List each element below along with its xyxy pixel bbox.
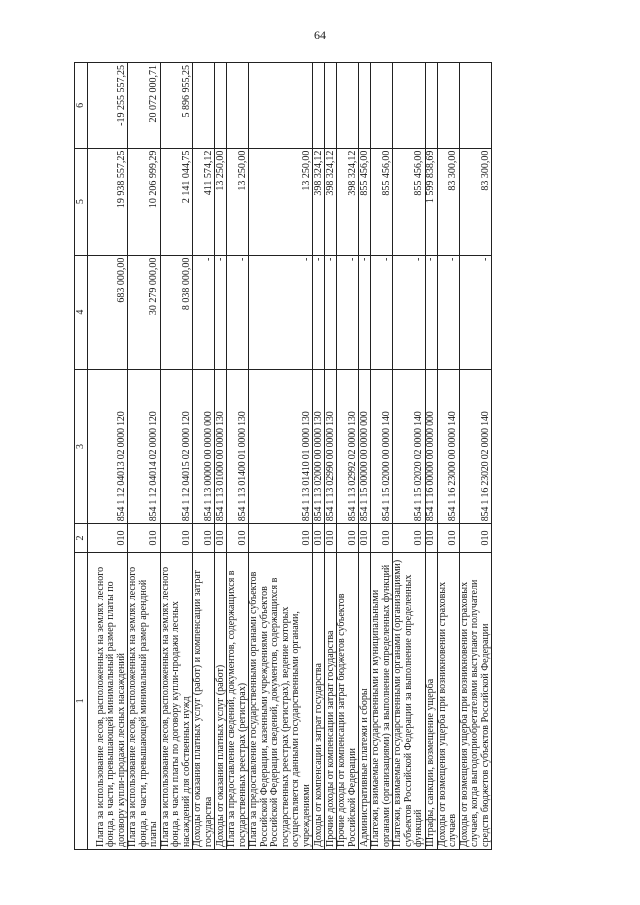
- cell-code: 854 1 16 00000 00 0000 000: [425, 369, 437, 524]
- cell-c4: -: [437, 255, 459, 369]
- revenue-table: [74, 62, 492, 850]
- cell-line: 010: [227, 524, 249, 553]
- cell-c5: 411 574,12: [193, 148, 215, 255]
- cell-c4: -: [359, 255, 371, 369]
- col-header-2: 2: [75, 524, 88, 553]
- cell-c4: -: [337, 255, 359, 369]
- cell-line: 010: [325, 524, 337, 553]
- cell-c6: [371, 63, 393, 149]
- cell-name: Платежи, взимаемые государственными органами (организациями) субъектов Российской Федерации за выполнение определенных функций: [393, 552, 426, 849]
- cell-code: 854 1 13 00000 00 0000 000: [193, 369, 215, 524]
- cell-c6: 20 072 000,71: [128, 63, 161, 149]
- cell-name: Платежи, взимаемые государственными и муниципальными органами (организациями) за выполнение определенных функций: [371, 552, 393, 849]
- table-row: [313, 63, 325, 850]
- cell-c5: 19 938 557,25: [88, 148, 128, 255]
- col-header-1: 1: [75, 552, 88, 849]
- cell-line: 010: [313, 524, 325, 553]
- cell-c4: -: [325, 255, 337, 369]
- cell-c5: 855 456,00: [371, 148, 393, 255]
- cell-code: 854 1 16 23000 00 0000 140: [437, 369, 459, 524]
- cell-c6: -19 255 557,25: [88, 63, 128, 149]
- cell-c5: 83 300,00: [437, 148, 459, 255]
- cell-line: 010: [88, 524, 128, 553]
- table-row: [128, 63, 161, 850]
- cell-c6: [425, 63, 437, 149]
- cell-code: 854 1 16 23020 02 0000 140: [459, 369, 492, 524]
- cell-line: 010: [359, 524, 371, 553]
- cell-name: Прочие доходы от компенсации затрат государства: [325, 552, 337, 849]
- cell-name: Доходы от возмещения ущерба при возникновении страховых случаев: [437, 552, 459, 849]
- col-header-6: 6: [75, 63, 88, 149]
- cell-code: 854 1 12 04015 02 0000 120: [160, 369, 193, 524]
- cell-line: 010: [249, 524, 313, 553]
- table-row: [393, 63, 426, 850]
- cell-code: 854 1 15 00000 00 0000 000: [359, 369, 371, 524]
- cell-code: 854 1 13 02990 00 0000 130: [325, 369, 337, 524]
- cell-c6: [313, 63, 325, 149]
- cell-name: Плата за использование лесов, расположенных на землях лесного фонда, в части, превышающей минимальный размер платы по договору купли-продажи лесных насаждений: [88, 552, 128, 849]
- table-row: [337, 63, 359, 850]
- cell-c5: 1 599 838,69: [425, 148, 437, 255]
- cell-c5: 13 250,00: [215, 148, 227, 255]
- cell-c4: -: [215, 255, 227, 369]
- cell-line: 010: [393, 524, 426, 553]
- cell-c4: 683 000,00: [88, 255, 128, 369]
- cell-c5: 855 456,00: [359, 148, 371, 255]
- cell-c6: [437, 63, 459, 149]
- cell-c6: [459, 63, 492, 149]
- cell-c5: 13 250,00: [227, 148, 249, 255]
- cell-c4: 30 279 000,00: [128, 255, 161, 369]
- cell-line: 010: [337, 524, 359, 553]
- table-row: [160, 63, 193, 850]
- table-row: [437, 63, 459, 850]
- cell-c4: -: [249, 255, 313, 369]
- table-body: [88, 63, 492, 850]
- cell-line: 010: [437, 524, 459, 553]
- cell-code: 854 1 13 02000 00 0000 130: [313, 369, 325, 524]
- col-header-4: 4: [75, 255, 88, 369]
- cell-code: 854 1 13 01000 00 0000 130: [215, 369, 227, 524]
- cell-name: Доходы от компенсации затрат государства: [313, 552, 325, 849]
- cell-code: 854 1 12 04013 02 0000 120: [88, 369, 128, 524]
- cell-code: 854 1 12 04014 02 0000 120: [128, 369, 161, 524]
- cell-line: 010: [193, 524, 215, 553]
- cell-line: 010: [371, 524, 393, 553]
- cell-c5: 2 141 044,75: [160, 148, 193, 255]
- cell-name: Административные платежи и сборы: [359, 552, 371, 849]
- cell-line: 010: [128, 524, 161, 553]
- cell-name: Плата за предоставление государственными органами субъектов Российской Федерации, казенными учреждениями субъектов Российской Федерации сведений, документов, содержащихся в государственных реестрах (регистрах), ведение которых осуществляется данными государственными органами, учреждениями: [249, 552, 313, 849]
- cell-code: 854 1 15 02020 02 0000 140: [393, 369, 426, 524]
- table-row: [193, 63, 215, 850]
- cell-c5: 398 324,12: [337, 148, 359, 255]
- cell-c6: [359, 63, 371, 149]
- cell-line: 010: [459, 524, 492, 553]
- cell-c4: -: [371, 255, 393, 369]
- cell-name: Плата за использование лесов, расположенных на землях лесного фонда, в части платы по договору купли-продажи лесных насаждений для собственных нужд: [160, 552, 193, 849]
- cell-code: 854 1 15 02000 00 0000 140: [371, 369, 393, 524]
- cell-line: 010: [160, 524, 193, 553]
- cell-c6: 5 896 955,25: [160, 63, 193, 149]
- cell-name: Доходы от оказания платных услуг (работ) и компенсации затрат государства: [193, 552, 215, 849]
- cell-name: Доходы от возмещения ущерба при возникновении страховых случаев, когда выгодоприобретателями выступают получатели средств бюджетов субъектов Российской Федерации: [459, 552, 492, 849]
- table-row: [359, 63, 371, 850]
- table-row: [227, 63, 249, 850]
- cell-c4: -: [313, 255, 325, 369]
- table-row: [371, 63, 393, 850]
- cell-c5: 398 324,12: [325, 148, 337, 255]
- cell-code: 854 1 13 01400 01 0000 130: [227, 369, 249, 524]
- cell-c6: [393, 63, 426, 149]
- cell-c5: 398 324,12: [313, 148, 325, 255]
- table-row: [249, 63, 313, 850]
- cell-c4: -: [193, 255, 215, 369]
- cell-line: 010: [425, 524, 437, 553]
- cell-name: Доходы от оказания платных услуг (работ): [215, 552, 227, 849]
- cell-c6: [215, 63, 227, 149]
- cell-name: Прочие доходы от компенсации затрат бюджетов субъектов Российской Федерации: [337, 552, 359, 849]
- cell-c5: 13 250,00: [249, 148, 313, 255]
- cell-c4: 8 038 000,00: [160, 255, 193, 369]
- cell-name: Плата за предоставление сведений, документов, содержащихся в государственных реестрах (регистрах): [227, 552, 249, 849]
- cell-c4: -: [393, 255, 426, 369]
- cell-c4: -: [227, 255, 249, 369]
- table-row: [425, 63, 437, 850]
- table-row: [88, 63, 128, 850]
- cell-c6: [337, 63, 359, 149]
- cell-c6: [193, 63, 215, 149]
- cell-c5: 10 206 999,29: [128, 148, 161, 255]
- table-row: [215, 63, 227, 850]
- table-row: [325, 63, 337, 850]
- cell-name: Штрафы, санкции, возмещение ущерба: [425, 552, 437, 849]
- cell-c5: 855 456,00: [393, 148, 426, 255]
- table-row: [459, 63, 492, 850]
- cell-c4: -: [425, 255, 437, 369]
- cell-c6: [325, 63, 337, 149]
- cell-line: 010: [215, 524, 227, 553]
- cell-c5: 83 300,00: [459, 148, 492, 255]
- col-header-5: 5: [75, 148, 88, 255]
- rotated-table-container: [74, 62, 586, 850]
- cell-code: 854 1 13 02992 02 0000 130: [337, 369, 359, 524]
- cell-c6: [227, 63, 249, 149]
- page-number: 64: [314, 28, 326, 42]
- col-header-3: 3: [75, 369, 88, 524]
- cell-name: Плата за использование лесов, расположенных на землях лесного фонда, в части, превышающей минимальный размер арендной платы: [128, 552, 161, 849]
- cell-c6: [249, 63, 313, 149]
- header-row: [75, 63, 88, 850]
- cell-code: 854 1 13 01410 01 0000 130: [249, 369, 313, 524]
- cell-c4: -: [459, 255, 492, 369]
